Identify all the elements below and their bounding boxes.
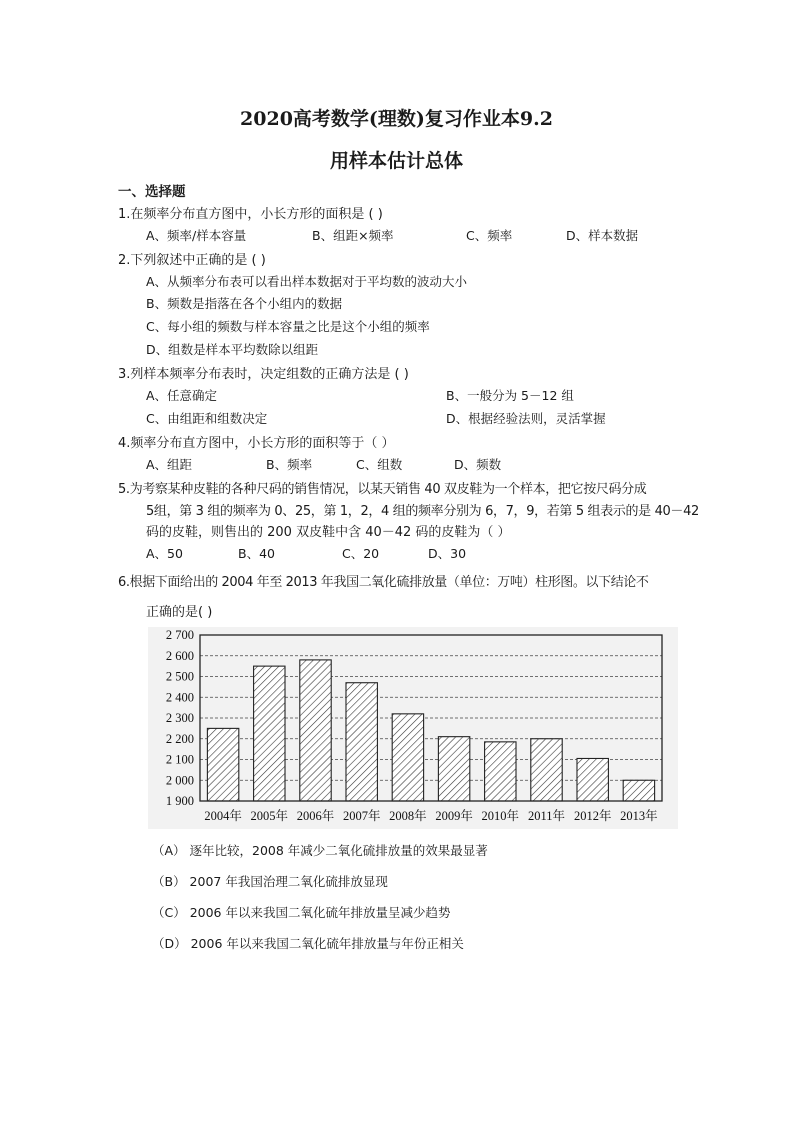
question-5-option-b: B、40 (238, 546, 275, 561)
x-tick-label: 2007年 (342, 809, 381, 823)
y-tick-label: 2 500 (165, 669, 194, 684)
bar (300, 660, 331, 801)
question-6-stem-line-2: 正确的是( ) (146, 605, 213, 620)
question-2-option-d: D、组数是样本平均数除以组距 (146, 342, 319, 357)
bar (623, 780, 654, 801)
x-tick-label: 2012年 (573, 809, 612, 823)
bar (577, 758, 608, 801)
question-5-stem-line-2: 5组，第 3 组的频率为 0、25，第 1，2，4 组的频率分别为 6，7，9，若第 5 组表示的是 40－42 (146, 504, 699, 519)
question-2-option-c: C、每小组的频数与样本容量之比是这个小组的频率 (146, 319, 430, 334)
bar (207, 728, 238, 801)
question-6-option-c: （C） 2006 年以来我国二氧化硫年排放量呈减少趋势 (152, 905, 451, 920)
question-5-stem-line-1: 5.为考察某种皮鞋的各种尺码的销售情况，以某天销售 40 双皮鞋为一个样本，把它按尺码分成 (118, 482, 647, 497)
question-2-option-a: A、从频率分布表可以看出样本数据对于平均数的波动大小 (146, 274, 468, 289)
y-tick-label: 2 100 (165, 752, 194, 767)
bar (485, 742, 516, 801)
question-5-option-d: D、30 (428, 546, 467, 561)
y-tick-label: 2 700 (165, 628, 194, 642)
x-tick-label: 2009年 (435, 809, 473, 823)
question-4-option-c: C、组数 (356, 457, 403, 472)
question-5-stem-line-3: 码的皮鞋，则售出的 200 双皮鞋中含 40－42 码的皮鞋为（ ） (146, 525, 511, 540)
x-tick-label: 2010年 (481, 809, 520, 823)
x-tick-label: 2006年 (296, 809, 335, 823)
question-6-option-b: （B） 2007 年我国治理二氧化硫排放显现 (152, 874, 388, 889)
question-6-stem-line-1: 6.根据下面给出的 2004 年至 2013 年我国二氧化硫排放量（单位：万吨）柱形图。以下结论不 (118, 575, 649, 590)
question-3-stem: 3.列样本频率分布表时，决定组数的正确方法是 ( ) (118, 367, 409, 382)
question-1-option-d: D、样本数据 (566, 228, 639, 243)
question-4-stem: 4.频率分布直方图中，小长方形的面积等于（ ） (118, 436, 395, 451)
x-tick-label: 2008年 (389, 809, 427, 823)
document-title: 2020高考数学(理数)复习作业本9.2 (240, 108, 553, 130)
question-3-option-b: B、一般分为 5－12 组 (446, 388, 574, 403)
x-tick-label: 2004年 (204, 809, 242, 823)
question-1-option-b: B、组距×频率 (312, 228, 394, 243)
y-tick-label: 2 300 (165, 711, 194, 725)
question-4-option-b: B、频率 (266, 457, 313, 472)
question-4-option-d: D、频数 (454, 457, 502, 472)
bar (438, 737, 469, 801)
question-1-stem: 1.在频率分布直方图中，小长方形的面积是 ( ) (118, 207, 383, 222)
question-1-option-a: A、频率/样本容量 (146, 228, 247, 243)
y-tick-label: 2 600 (165, 648, 194, 663)
question-5-option-a: A、50 (146, 546, 183, 561)
question-2-option-b: B、频数是指落在各个小组内的数据 (146, 296, 343, 311)
bar (392, 714, 423, 801)
bar (346, 683, 377, 801)
question-1-option-c: C、频率 (466, 228, 513, 243)
x-tick-label: 2005年 (250, 809, 289, 823)
question-2-stem: 2.下列叙述中正确的是 ( ) (118, 253, 266, 268)
question-4-option-a: A、组距 (146, 457, 193, 472)
section-heading: 一、选择题 (118, 184, 186, 200)
y-tick-label: 2 400 (165, 690, 194, 705)
question-5-option-c: C、20 (342, 546, 380, 561)
x-tick-label: 2013年 (620, 809, 658, 823)
question-3-option-c: C、由组距和组数决定 (146, 411, 268, 426)
question-3-option-a: A、任意确定 (146, 388, 218, 403)
bar (531, 739, 562, 801)
question-6-option-a: （A） 逐年比较，2008 年减少二氧化硫排放量的效果最显著 (152, 843, 488, 858)
y-tick-label: 1 900 (165, 794, 194, 808)
bar (254, 666, 285, 801)
question-6-option-d: （D） 2006 年以来我国二氧化硫年排放量与年份正相关 (152, 936, 464, 951)
y-tick-label: 2 000 (165, 773, 194, 788)
y-tick-label: 2 200 (165, 731, 194, 746)
emission-bar-chart (148, 627, 678, 829)
emission-bar-chart-svg (148, 627, 678, 829)
x-tick-label: 2011年 (527, 809, 566, 823)
question-3-option-d: D、根据经验法则，灵活掌握 (446, 411, 606, 426)
document-subtitle: 用样本估计总体 (329, 150, 463, 172)
